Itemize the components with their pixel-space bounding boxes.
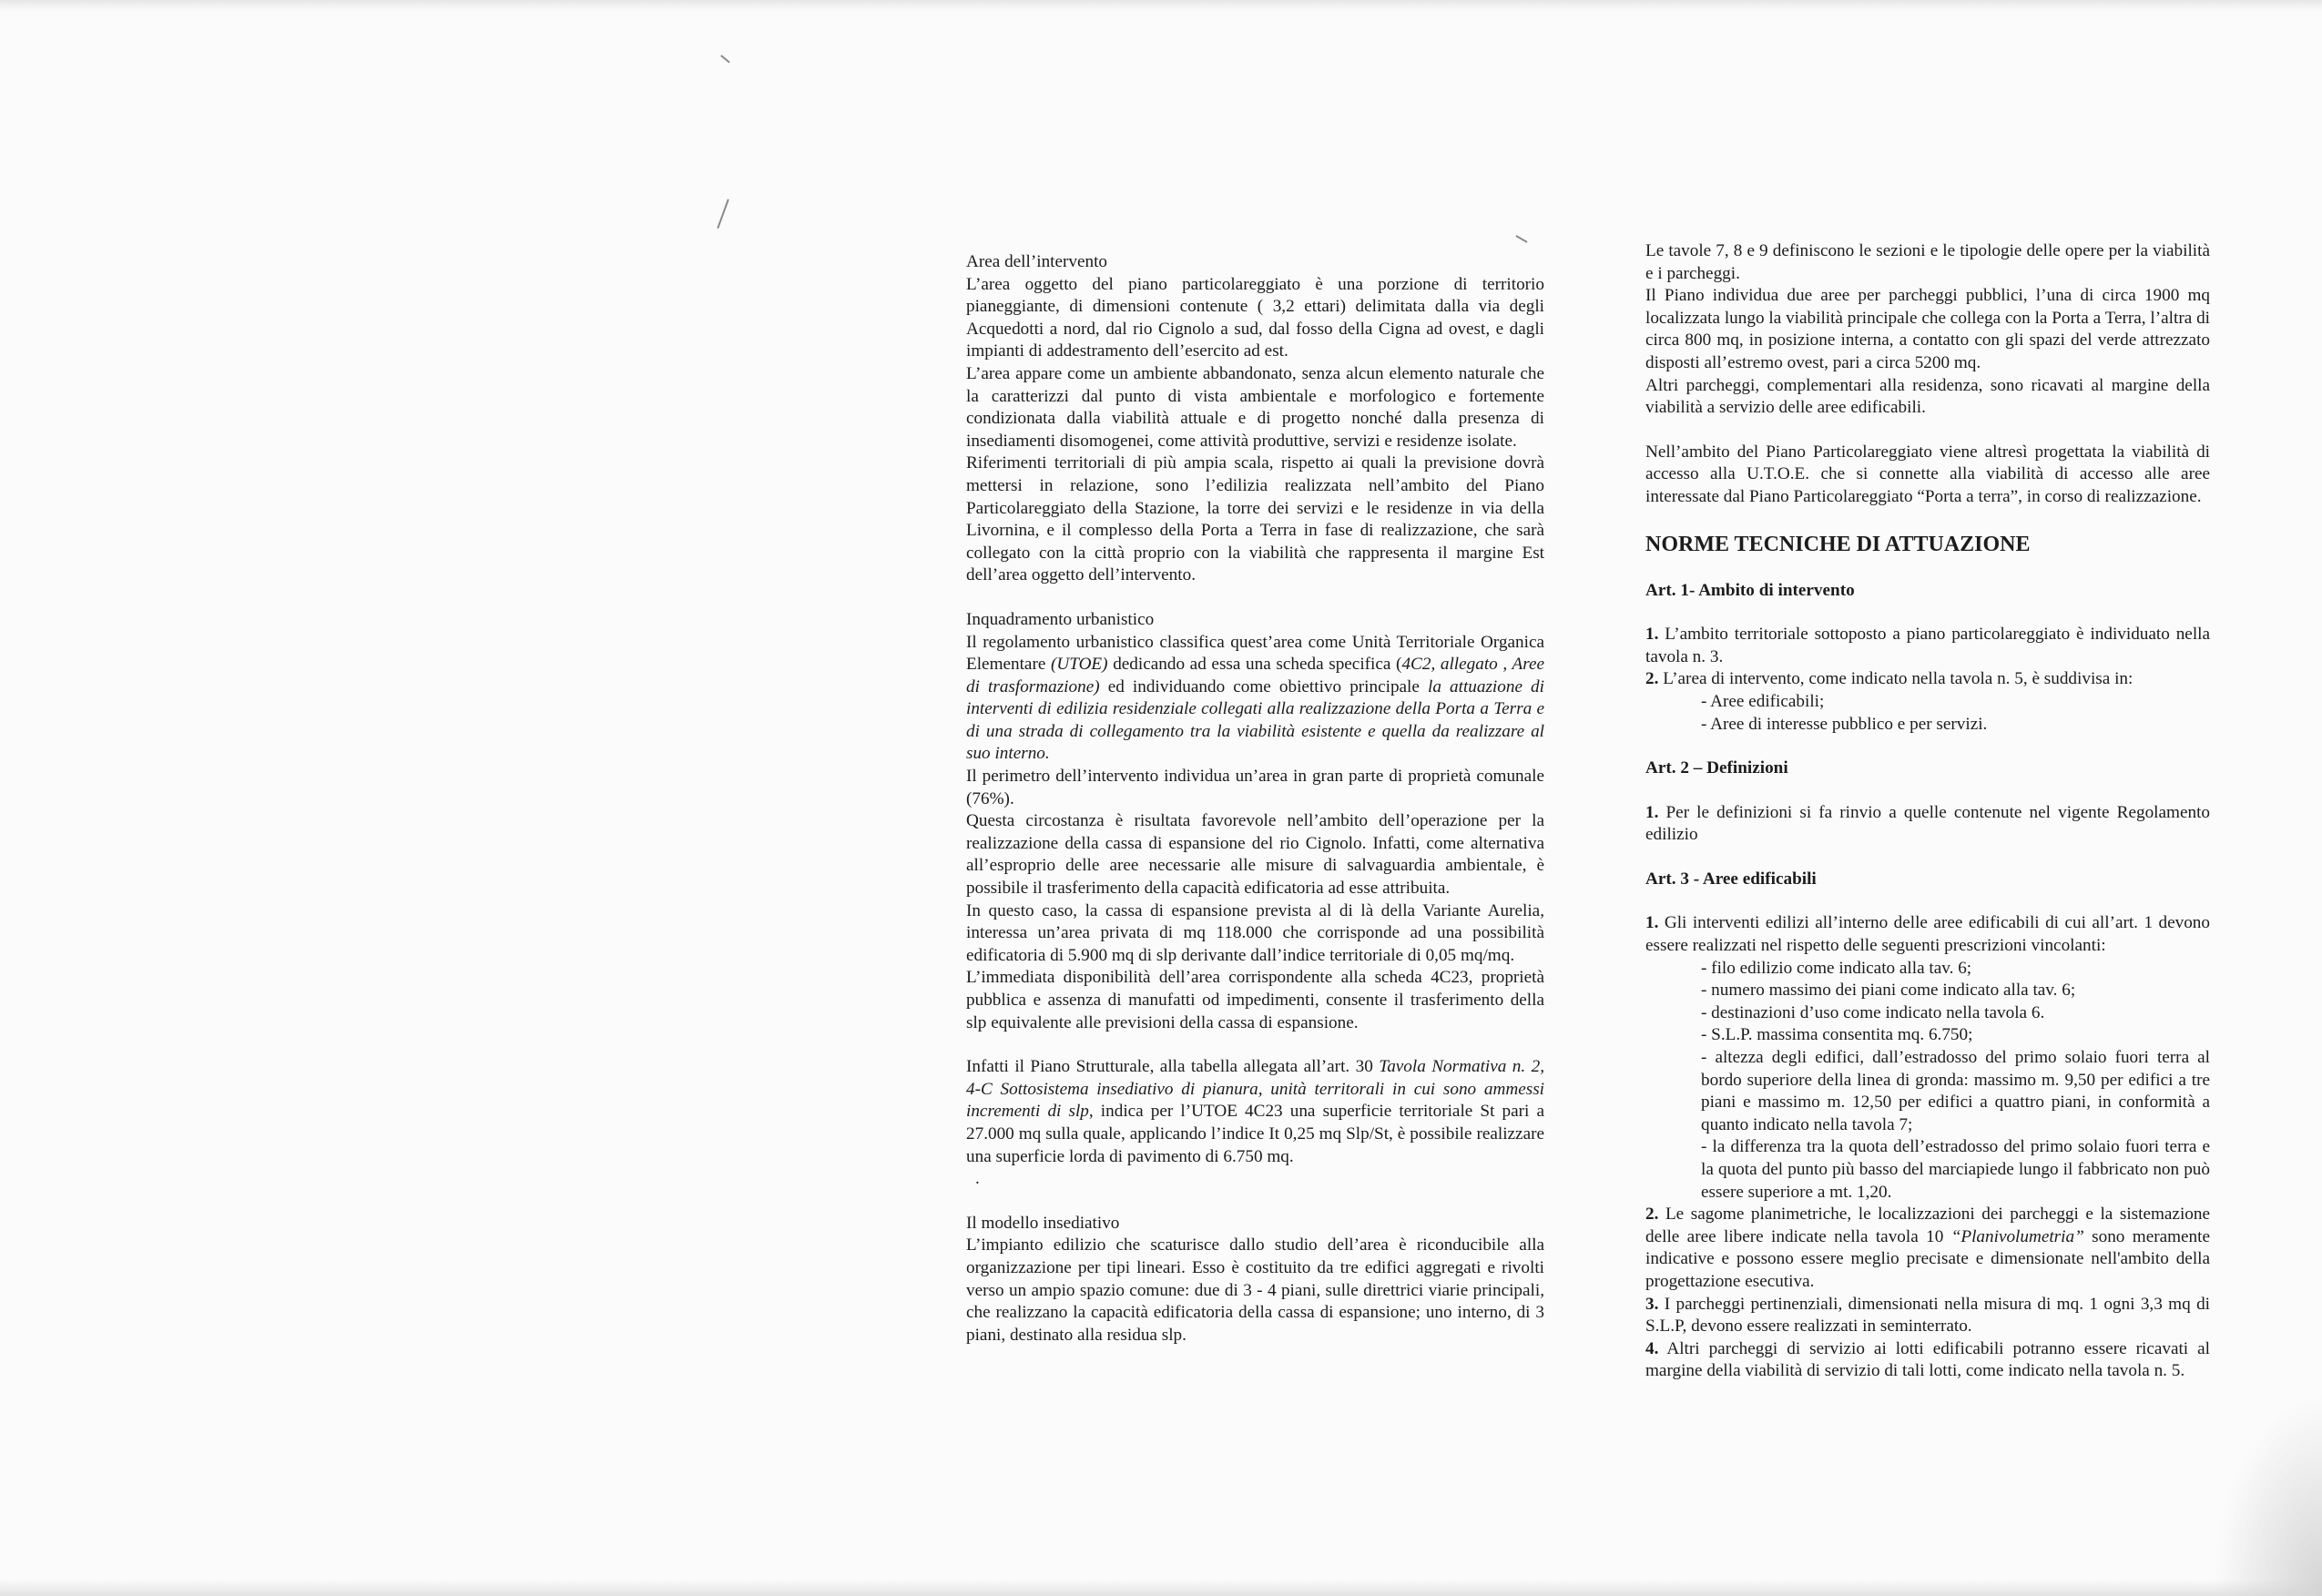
tavole-paragraph-3: Altri parcheggi, complementari alla residenza, sono ricavati al margine della viabilità a servizio delle aree edificabili. xyxy=(1645,375,2210,418)
inquadramento-paragraph-3: Questa circostanza è risultata favorevole nell’ambito dell’operazione per la realizzazione della cassa di espansione del rio Cignolo. Infatti, come alternativa all’esproprio delle aree necessarie alle misure di salvaguardia ambientale, è possibile il trasferimento della capacità edificatoria ad esse attribuita. xyxy=(966,811,1544,899)
list-item: - destinazioni d’uso come indicato nella tavola 6. xyxy=(1701,1002,2045,1022)
art-3-list xyxy=(1645,958,2210,1205)
list-item: - altezza degli edifici, dall’estradosso del primo solaio fuori terra al bordo superiore della linea di gronda: massimo m. 9,50 per edifici a tre piani e massimo m. 12,50 per edifici a quattro piani, in conformità a quanto indicato nella tavola 7; xyxy=(1701,1048,2210,1134)
scan-speck xyxy=(717,199,728,229)
scan-speck xyxy=(1516,235,1528,242)
list-item: - Aree di interesse pubblico e per servizi. xyxy=(1701,714,1988,734)
stray-dot: . xyxy=(975,1169,980,1189)
area-heading: Area dell’intervento xyxy=(966,252,1108,271)
inquadramento-paragraph-2: Il perimetro dell’intervento individua un’area in gran parte di proprietà comunale (76%). xyxy=(966,767,1544,808)
left-column xyxy=(966,251,1544,1347)
art-1-list xyxy=(1645,691,2210,736)
right-column xyxy=(1645,240,2210,1383)
art-1-item-2: 2. L’area di intervento, come indicato nella tavola n. 5, è suddivisa in: xyxy=(1645,669,2134,689)
inquadramento-heading: Inquadramento urbanistico xyxy=(966,609,1155,629)
art-1-item-1: 1. L’ambito territoriale sottoposto a piano particolareggiato è individuato nella tavola n. 3. xyxy=(1645,625,2210,666)
scan-bottom-edge xyxy=(0,1580,2322,1596)
scan-corner-shadow xyxy=(2213,1396,2322,1596)
piano-strutturale-paragraph: Infatti il Piano Strutturale, alla tabella allegata all’art. 30 Tavola Normativa n. 2, 4-C Sottosistema insediativo di pianura, unità territorali in cui sono ammessi incrementi di slp, indica per l’UTOE 4C23 una superficie territoriale St pari a 27.000 mq sulla quale, applicando l’indice It 0,25 mq Slp/St, è possibile realizzare una superficie lorda di pavimento di 6.750 mq. xyxy=(966,1057,1545,1166)
scan-top-edge xyxy=(0,0,2322,11)
art-3-item-4: 4. Altri parcheggi di servizio ai lotti edificabili potranno essere ricavati al margine della viabilità di servizio di tali lotti, come indicato nella tavola n. 5. xyxy=(1645,1338,2210,1381)
art-2-item-1: 1. Per le definizioni si fa rinvio a quelle contenute nel vigente Regolamento edilizio xyxy=(1645,802,2210,845)
list-item: - S.L.P. massima consentita mq. 6.750; xyxy=(1701,1025,1973,1045)
list-item: - la differenza tra la quota dell’estradosso del primo solaio fuori terra e la quota del punto più basso del marciapiede lungo il fabbricato non può essere superiore a mt. 1,20. xyxy=(1701,1137,2210,1202)
scan-speck xyxy=(721,55,730,63)
inquadramento-paragraph-5: L’immediata disponibilità dell’area corrispondente alla scheda 4C23, proprietà pubblica e assenza di manufatti od impedimenti, consente il trasferimento della slp equivalente alle previsioni della cassa di espansione. xyxy=(966,968,1544,1032)
inquadramento-paragraph-4: In questo caso, la cassa di espansione prevista al di là della Variante Aurelia, interessa un’area privata di mq 118.000 che corrisponde ad una possibilità edificatoria di 5.900 mq di slp derivante dall’indice territoriale di 0,05 mq/mq. xyxy=(966,900,1544,965)
art-2-heading: Art. 2 – Definizioni xyxy=(1645,758,1788,778)
inquadramento-paragraph-1: Il regolamento urbanistico classifica quest’area come Unità Territoriale Organica Elementare (UTOE) dedicando ad essa una scheda specifica (4C2, allegato , Aree di trasformazione) ed individuando come obiettivo principale la attuazione di interventi di edilizia residenziale collegati alla realizzazione della Porta a Terra e di una strada di collegamento tra la viabilità esistente e quella da realizzare al suo interno. xyxy=(966,632,1545,764)
modello-heading: Il modello insediativo xyxy=(966,1213,1120,1233)
art-1-heading: Art. 1- Ambito di intervento xyxy=(1645,580,1855,600)
norme-tecniche-heading: NORME TECNICHE DI ATTUAZIONE xyxy=(1645,532,2031,556)
tavole-paragraph-2: Il Piano individua due aree per parcheggi pubblici, l’una di circa 1900 mq localizzata lungo la viabilità principale che collega con la Porta a Terra, l’altra di circa 800 mq, in posizione interna, a contatto con gli spazi del verde attrezzato disposti all’estremo ovest, pari a circa 5200 mq. xyxy=(1645,286,2210,372)
art-3-item-3: 3. I parcheggi pertinenziali, dimensionati nella misura di mq. 1 ogni 3,3 mq di S.L.P, devono essere realizzati in seminterrato. xyxy=(1645,1294,2210,1337)
art-3-item-1: 1. Gli interventi edilizi all’interno delle aree edificabili di cui all’art. 1 devono essere realizzati nel rispetto delle seguenti prescrizioni vincolanti: xyxy=(1645,913,2210,956)
area-paragraph-1: L’area oggetto del piano particolareggiato è una porzione di territorio pianeggiante, di dimensioni contenute ( 3,2 ettari) delimitata dalla via degli Acquedotti a nord, dal rio Cignolo a sud, dal fosso della Cigna ad ovest, e dagli impianti di addestramento dell’esercito ad est. xyxy=(966,274,1544,361)
ambito-paragraph: Nell’ambito del Piano Particolareggiato viene altresì progettata la viabilità di accesso alla U.T.O.E. che si connette alla viabilità di accesso alle aree interessate dal Piano Particolareggiato “Porta a terra”, in corso di realizzazione. xyxy=(1645,442,2210,506)
list-item: - Aree edificabili; xyxy=(1701,691,1825,711)
area-paragraph-2: L’area appare come un ambiente abbandonato, senza alcun elemento naturale che la caratterizzi dal punto di vista ambientale e morfologico e fortemente condizionata dalla viabilità attuale e di progetto nonché dalla presenza di insediamenti disomogenei, come attività produttive, servizi e residenze isolate. xyxy=(966,363,1544,451)
area-paragraph-3: Riferimenti territoriali di più ampia scala, rispetto ai quali la previsione dovrà mettersi in relazione, sono l’edilizia realizzata nell’ambito del Piano Particolareggiato della Stazione, la torre dei servizi e le residenze in via della Livornina, e il complesso della Porta a Terra in fase di realizzazione, che sarà collegato con la città proprio con la viabilità che rappresenta il margine Est dell’area oggetto dell’intervento. xyxy=(966,453,1544,585)
list-item: - numero massimo dei piani come indicato alla tav. 6; xyxy=(1701,981,2076,1001)
modello-paragraph-1: L’impianto edilizio che scaturisce dallo studio dell’area è riconducibile alla organizzazione per tipi lineari. Esso è costituito da tre edifici aggregati e rivolti verso un ampio spazio comune: due di 3 - 4 piani, sulle direttrici viarie principali, che realizzano la capacità edificatoria della cassa di espansione; uno interno, di 3 piani, destinato alla residua slp. xyxy=(966,1235,1544,1345)
art-3-item-2: 2. Le sagome planimetriche, le localizzazioni dei parcheggi e la sistemazione delle aree libere indicate nella tavola 10 “Planivolumetria” sono meramente indicative e possono essere meglio precisate e dimensionate nell'ambito della progettazione esecutiva. xyxy=(1645,1205,2210,1291)
tavole-paragraph-1: Le tavole 7, 8 e 9 definiscono le sezioni e le tipologie delle opere per la viabilità e i parcheggi. xyxy=(1645,241,2210,283)
list-item: - filo edilizio come indicato alla tav. 6; xyxy=(1701,958,1972,978)
art-3-heading: Art. 3 - Aree edificabili xyxy=(1645,869,1817,889)
